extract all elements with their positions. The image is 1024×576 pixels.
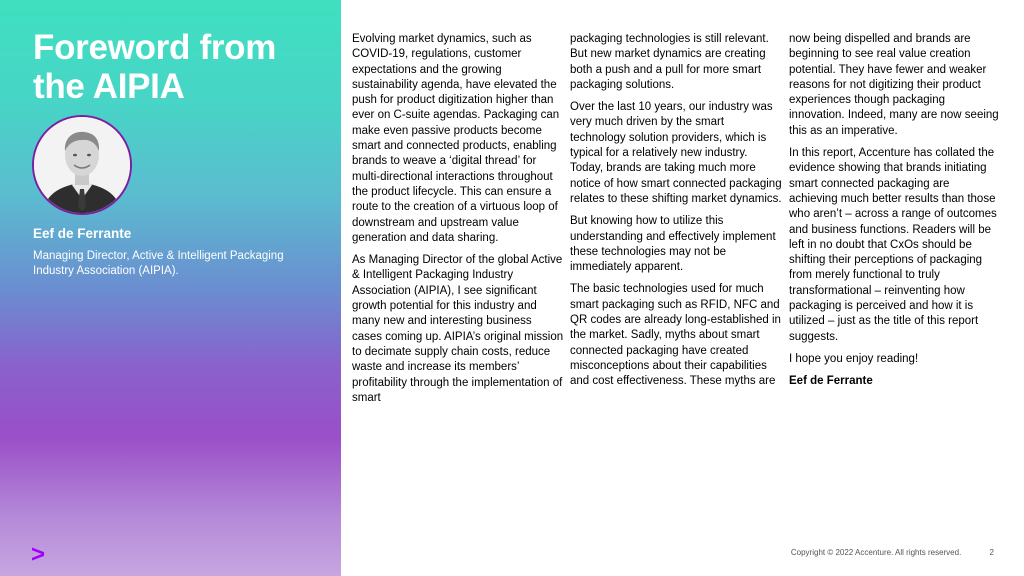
- portrait-photo: [32, 115, 132, 215]
- body-column-3: [789, 32, 1001, 397]
- paragraph: The basic technologies used for much smart packaging such as RFID, NFC and QR codes are already long-established in the market. Sadly, myths about smart connected packaging have created misconceptions about their capabilities and cost effectiveness. These myths are: [570, 283, 781, 388]
- body-column-1: [352, 32, 564, 413]
- page-number: 2: [989, 548, 994, 557]
- paragraph: now being dispelled and brands are beginning to see real value creation potential. They have fewer and weaker reasons for not digitizing their product experiences though packaging innovation. Indeed, many are now seeing this as an imperative.: [789, 33, 999, 137]
- side-panel: [0, 0, 341, 576]
- paragraph: In this report, Accenture has collated the evidence showing that brands initiating smart connected packaging are achieving much better results than those who aren’t – across a range of outcomes and business functions. Readers will be left in no doubt that CxOs should be shifting their perceptions of packaging from merely functional to truly transformational – reinventing how packaging is perceived and how it is utilized – just as the title of this report suggests.: [789, 147, 997, 343]
- author-name: Eef de Ferrante: [33, 226, 132, 241]
- person-portrait-icon: [34, 117, 130, 213]
- paragraph: Evolving market dynamics, such as COVID-19, regulations, customer expectations and the growing sustainability agenda, have elevated the push for product digitization higher than ever on C-suite agendas. Packaging can make even passive products become smart and connected products, enabling brands to weave a ‘digital thread’ for multi-directional interactions throughout the product lifecycle. This can ensure a route to the creation of a virtuous loop of downstream and upstream value generation and data sharing.: [352, 33, 560, 244]
- signature: Eef de Ferrante: [789, 375, 873, 388]
- page-title: Foreword from the AIPIA: [33, 28, 277, 106]
- paragraph: packaging technologies is still relevant. But new market dynamics are creating both a push and a pull for more smart packaging solutions.: [570, 33, 769, 91]
- paragraph: As Managing Director of the global Active & Intelligent Packaging Industry Association (AIPIA), I see significant growth potential for this industry and many new and interesting business cases coming up. AIPIA’s original mission to decimate supply chain costs, reduce waste and increase its members’ profitability through the implementation of smart: [352, 254, 564, 404]
- paragraph: But knowing how to utilize this understanding and effectively implement these technologies may not be immediately apparent.: [570, 215, 776, 274]
- accenture-greater-than-icon: >: [31, 541, 46, 568]
- paragraph: I hope you enjoy reading!: [789, 352, 919, 365]
- page-footer: [791, 548, 994, 557]
- copyright-text: Copyright © 2022 Accenture. All rights reserved.: [790, 548, 962, 557]
- author-role: Managing Director, Active & Intelligent Packaging Industry Association (AIPIA).: [33, 250, 284, 277]
- body-column-2: [570, 32, 782, 397]
- paragraph: Over the last 10 years, our industry was very much driven by the smart technology solution providers, which is typical for a relatively new industry. Today, brands are taking much more notice of how smart connected packaging relates to these shifting market dynamics.: [570, 101, 782, 205]
